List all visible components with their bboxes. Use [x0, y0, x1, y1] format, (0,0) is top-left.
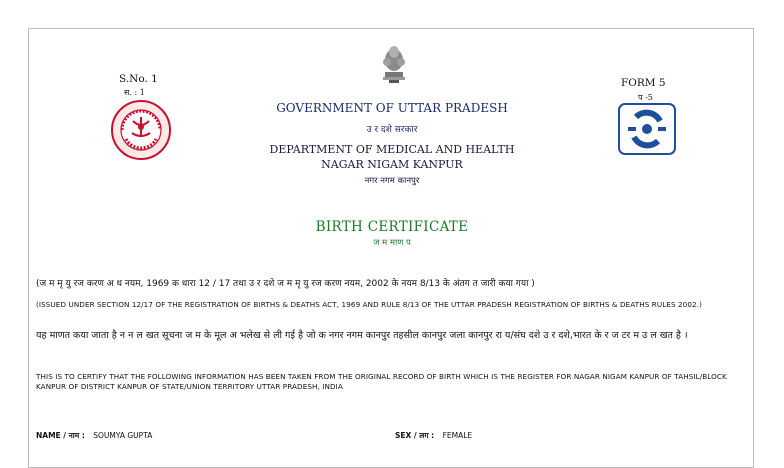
form-number-label: FORM 5	[621, 77, 666, 89]
national-emblem-icon	[381, 40, 407, 84]
issued-under-hindi: (ज म मृ यु रज करण अ ध नयम, 1969 क धारा 12 / 17 तथा उ र दशे ज म मृ यु रज करण नयम, 2002 के नयम 8/13 के अंतग त जारी कया गया )	[36, 279, 535, 289]
sex-label: SEX / लग :	[395, 431, 435, 440]
serial-number-hindi: स. : 1	[124, 88, 145, 97]
government-title: GOVERNMENT OF UTTAR PRADESH	[276, 101, 508, 115]
city-title-hindi: नगर नगम कानपुर	[364, 176, 420, 186]
certificate-title: BIRTH CERTIFICATE	[315, 219, 469, 235]
department-title: DEPARTMENT OF MEDICAL AND HEALTH	[269, 143, 515, 156]
certify-statement-hindi: यह माणत कया जाता है न न ल खत सूचना ज म के मूल अ भलेख से ली गई है जो क नगर नगम कानपुर तहसील कानपुर जला कानपुर रा य/संघ दशे उ र दशे,भारत के र ज टर म उ ल खत है ।	[36, 330, 688, 341]
city-title: NAGAR NIGAM KANPUR	[321, 158, 463, 171]
name-field	[36, 431, 152, 441]
sex-field	[395, 431, 472, 441]
certify-statement-english: THIS IS TO CERTIFY THAT THE FOLLOWING INFORMATION HAS BEEN TAKEN FROM THE ORIGINAL RECORD OF BIRTH WHICH IS THE REGISTER FOR NAGAR NIGAM KANPUR OF TAHSIL/BLOCK KANPUR OF DISTRICT KANPUR OF STATE/UNION TERRITORY UTTAR PRADESH, INDIA	[36, 372, 727, 391]
serial-number-label: S.No. 1	[119, 73, 158, 85]
government-title-hindi: उ र दशे सरकार	[366, 125, 418, 135]
issued-under-english: (ISSUED UNDER SECTION 12/17 OF THE REGISTRATION OF BIRTHS & DEATHS ACT, 1969 AND RULE 8/13 OF THE UTTAR PRADESH REGISTRATION OF BIRTHS & DEATHS RULES 2002.)	[36, 300, 702, 309]
sex-value: FEMALE	[442, 431, 473, 440]
name-label: NAME / नाम :	[36, 431, 85, 440]
name-value: SOUMYA GUPTA	[93, 431, 153, 440]
certificate-title-hindi: ज म माण प	[373, 238, 411, 248]
form-number-hindi: प -5	[638, 93, 653, 102]
